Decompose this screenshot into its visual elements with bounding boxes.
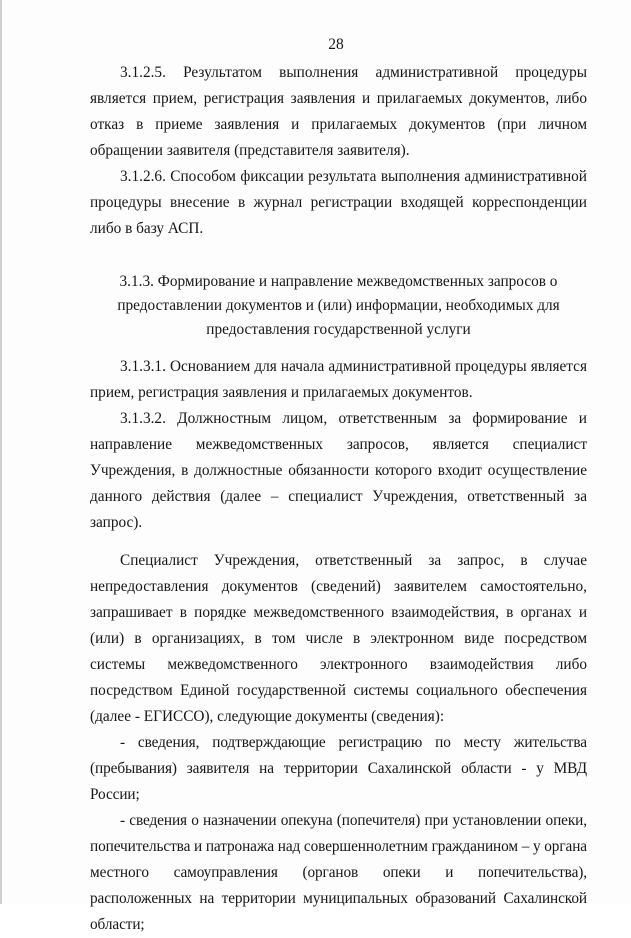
heading-line-2: предоставлении документов и (или) информации, необходимых для bbox=[117, 297, 560, 314]
heading-line-3: предоставления государственной услуги bbox=[206, 321, 471, 338]
section-3-1-3-text bbox=[90, 354, 587, 938]
paragraph-3-1-3-1: 3.1.3.1. Основанием для начала административной процедуры является прием, регистрация заявления и прилагаемых документов. bbox=[90, 358, 587, 401]
heading-line-1: 3.1.3. Формирование и направление межведомственных запросов о bbox=[119, 273, 558, 290]
page-number: 28 bbox=[328, 36, 344, 53]
paragraph-3-1-2-5: 3.1.2.5. Результатом выполнения административной процедуры является прием, регистрация заявления и прилагаемых документов, либо отказ в приеме заявления и прилагаемых документов (при личном обращении заявителя (представителя заявителя). bbox=[90, 64, 587, 159]
paragraph-specialist-request: Специалист Учреждения, ответственный за запрос, в случае непредоставления документов (сведений) заявителем самостоятельно, запрашивает в порядке межведомственного взаимодействия, в органах и (или) в организациях, в том числе в электронном виде посредством системы межведомственного электронного взаимодействия либо посредством Единой государственной системы социального обеспечения (далее - ЕГИССО), следующие документы (сведения): bbox=[90, 552, 587, 725]
paragraph-3-1-3-2: 3.1.3.2. Должностным лицом, ответственным за формирование и направление межведомственных запросов, является специалист Учреждения, в должностные обязанности которого входит осуществление данного действия (далее – специалист Учреждения, ответственный за запрос). bbox=[90, 410, 587, 531]
list-item-guardian-appointment: - сведения о назначении опекуна (попечителя) при установлении опеки, попечительства и патронажа над совершеннолетним гражданином – у органа местного самоуправления (органов опеки и попечительства), расположенных на территории муниципальных образований Сахалинской области; bbox=[90, 812, 587, 933]
scan-edge bbox=[0, 0, 2, 904]
paragraph-3-1-2-6: 3.1.2.6. Способом фиксации результата выполнения административной процедуры внесение в журнал регистрации входящей корреспонденции либо в базу АСП. bbox=[90, 168, 587, 237]
section-heading-3-1-3 bbox=[90, 270, 587, 342]
section-3-1-2-text bbox=[90, 60, 587, 242]
list-item-residence-registration: - сведения, подтверждающие регистрацию по месту жительства (пребывания) заявителя на территории Сахалинской области - у МВД России; bbox=[90, 734, 587, 803]
